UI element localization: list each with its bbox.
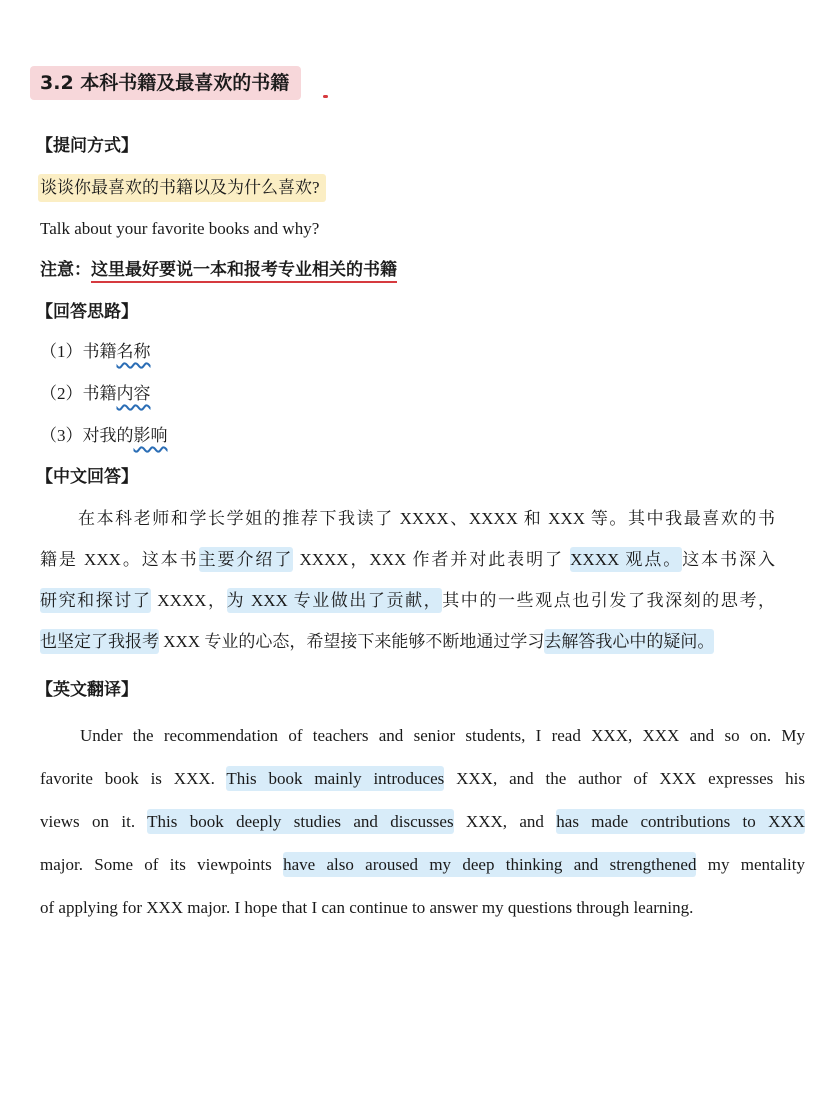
text-segment: XXXX， [151, 591, 227, 610]
text-segment: views on it. [40, 812, 148, 831]
english-paragraph-line [40, 800, 805, 843]
text-segment: major. Some of its viewpoints [40, 855, 284, 874]
text-segment: 这本书深入 [682, 550, 775, 569]
approach-item-text: 书籍 [82, 384, 117, 403]
english-paragraph-line [40, 757, 805, 800]
chinese-paragraph-line [40, 580, 775, 621]
approach-item [40, 424, 168, 448]
question-chinese: 谈谈你最喜欢的书籍以及为什么喜欢? [38, 174, 326, 202]
approach-item-emphasis: 影响 [133, 426, 168, 445]
approach-heading: 【回答思路】 [36, 302, 138, 322]
chinese-answer-heading: 【中文回答】 [36, 467, 138, 487]
highlighted-text: 也坚定了我报考 [40, 629, 159, 654]
text-segment: favorite book is XXX. [40, 769, 227, 788]
title-pen-mark [323, 95, 328, 98]
approach-item-emphasis: 名称 [116, 342, 151, 361]
english-paragraph-line [40, 843, 805, 886]
highlighted-text: This book mainly introduces [226, 766, 444, 791]
approach-item-number: （3） [40, 426, 83, 445]
question-heading: 【提问方式】 [36, 136, 138, 156]
english-translation-heading: 【英文翻译】 [36, 680, 138, 700]
text-segment: 其中的一些观点也引发了我深刻的思考， [442, 591, 776, 610]
approach-item-text: 书籍 [82, 342, 117, 361]
chinese-paragraph-line [40, 621, 775, 662]
text-segment: my mentality [696, 855, 805, 874]
section-title: 3.2 本科书籍及最喜欢的书籍 [30, 66, 301, 100]
highlighted-text: 研究和探讨了 [40, 588, 151, 613]
highlighted-text: have also aroused my deep thinking and strengthened [283, 852, 696, 877]
highlighted-text: This book deeply studies and discusses [147, 809, 453, 834]
text-segment: 在本科老师和学长学姐的推荐下我读了 XXXX、XXXX 和 XXX 等。其中我最喜欢的书 [78, 509, 775, 528]
english-translation-paragraph [40, 714, 805, 929]
english-paragraph-line [40, 886, 805, 929]
highlighted-text: 去解答我心中的疑问。 [544, 629, 714, 654]
approach-item-number: （1） [40, 342, 83, 361]
english-paragraph-line [40, 714, 805, 757]
text-segment: of applying for XXX major. I hope that I can continue to answer my questions through learning. [40, 898, 694, 917]
approach-item-emphasis: 内容 [116, 384, 151, 403]
highlighted-text: 主要介绍了 [199, 547, 294, 572]
approach-item-text: 对我的 [82, 426, 134, 445]
chinese-paragraph-line [40, 498, 775, 539]
text-segment: Under the recommendation of teachers and senior students, I read XXX, XXX and so on. My [80, 726, 805, 745]
approach-item [40, 340, 151, 364]
note-line [40, 258, 397, 282]
chinese-paragraph-line [40, 539, 775, 580]
note-prefix: 注意： [40, 260, 91, 280]
text-segment: XXX, and [453, 812, 557, 831]
text-segment: XXX, and the author of XXX expresses his [444, 769, 805, 788]
highlighted-text: XXXX 观点。 [570, 547, 682, 572]
approach-item-number: （2） [40, 384, 83, 403]
text-segment: XXXX，XXX 作者并对此表明了 [293, 550, 571, 569]
highlighted-text: has made contributions to XXX [556, 809, 805, 834]
question-english: Talk about your favorite books and why? [40, 219, 320, 238]
chinese-answer-paragraph [40, 498, 775, 662]
highlighted-text: 为 XXX 专业做出了贡献， [227, 588, 443, 613]
text-segment: XXX 专业的心态，希望接下来能够不断地通过学习 [159, 632, 545, 651]
approach-item [40, 382, 151, 406]
note-text: 这里最好要说一本和报考专业相关的书籍 [91, 260, 397, 280]
text-segment: 籍是 XXX。这本书 [40, 550, 199, 569]
